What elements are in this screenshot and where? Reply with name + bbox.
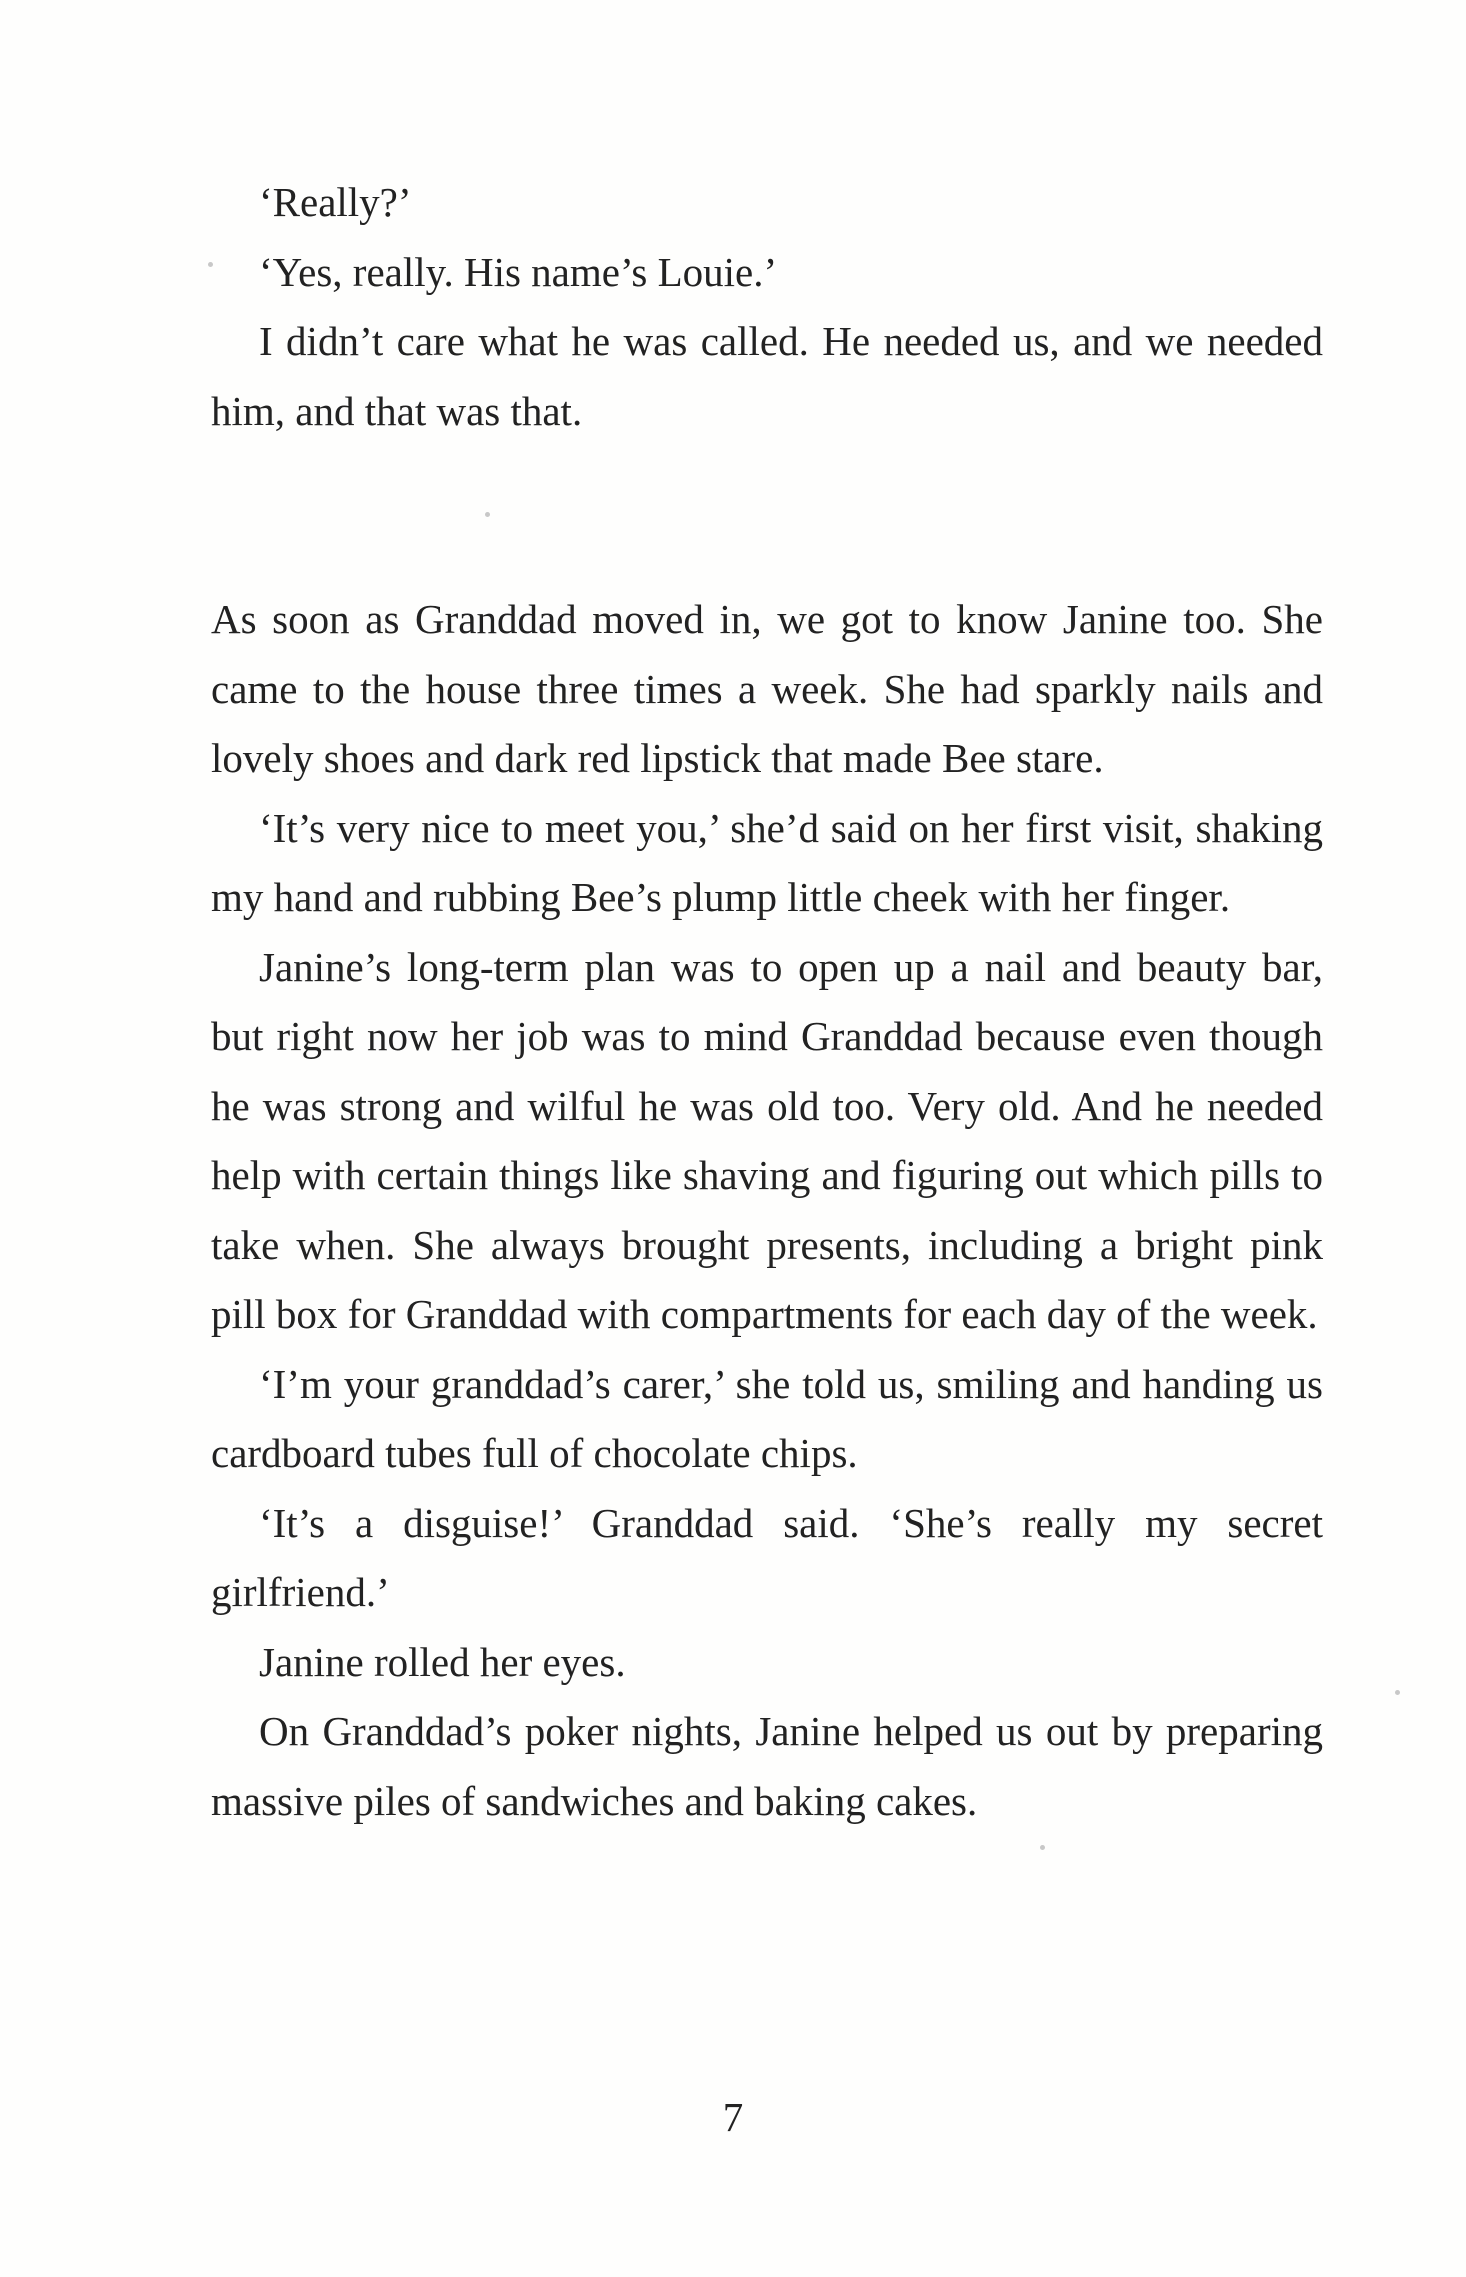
paragraph-really: ‘Really?’ [259, 179, 412, 225]
paragraph-didnt-care: I didn’t care what he was called. He needed us, and we needed him, and that was that. [211, 318, 1323, 434]
paragraph-rolled-eyes: Janine rolled her eyes. [259, 1638, 626, 1685]
body-text [211, 168, 1323, 1836]
paper-speck [1040, 1845, 1045, 1850]
paragraph-carer: ‘I’m your granddad’s carer,’ she told us, smiling and handing us cardboard tubes full of chocolate chips. [211, 1360, 1323, 1476]
paper-speck [208, 262, 213, 267]
paper-speck [1395, 1690, 1400, 1695]
paragraph-first-visit: ‘It’s very nice to meet you,’ she’d said on her first visit, shaking my hand and rubbing Bee’s plump little cheek with her finger. [211, 804, 1323, 920]
paragraph-long-term-plan: Janine’s long-term plan was to open up a nail and beauty bar, but right now her job was to mind Granddad because even though he was strong and wilful he was old too. Very old. And he needed help with certain things like shaving and figuring out which pills to take when. She always brought presents, including a bright pink pill box for Granddad with compartments for each day of the week. [211, 943, 1323, 1337]
paragraph-yes-really: ‘Yes, really. His name’s Louie.’ [259, 248, 778, 295]
paragraph-section-start: As soon as Granddad moved in, we got to know Janine too. She came to the house three times a week. She had sparkly nails and lovely shoes and dark red lipstick that made Bee stare. [211, 596, 1323, 781]
paper-speck [485, 512, 490, 517]
paragraph-disguise: ‘It’s a disguise!’ Granddad said. ‘She’s really my secret girlfriend.’ [211, 1499, 1323, 1615]
paragraph-poker-nights: On Granddad’s poker nights, Janine helped us out by preparing massive piles of sandwiches and baking cakes. [211, 1708, 1323, 1824]
page-number: 7 [722, 2094, 744, 2140]
